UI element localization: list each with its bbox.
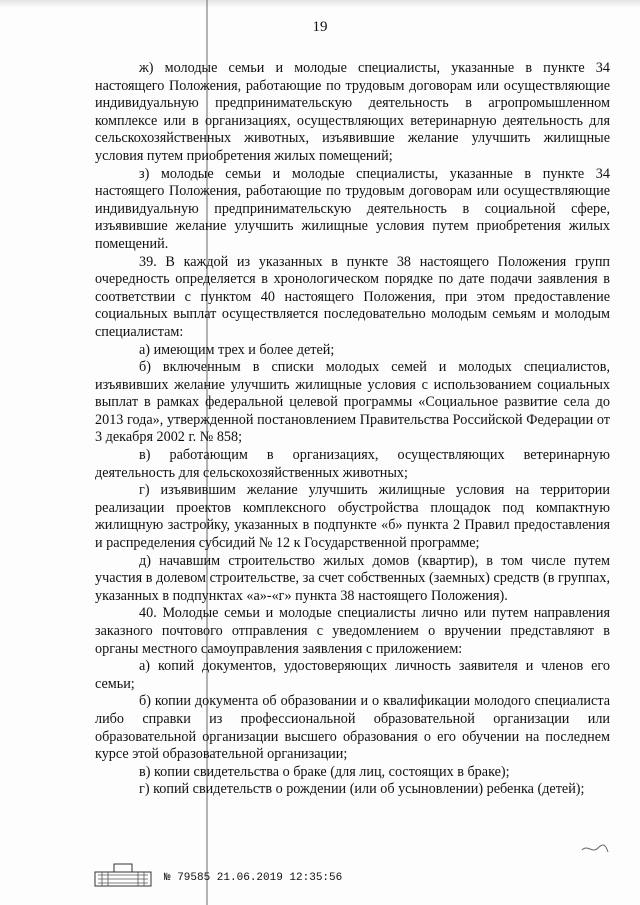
building-emblem-icon <box>94 862 152 888</box>
paragraph-40-g: г) копий свидетельств о рождении (или об усыновлении) ребенка (детей); <box>139 781 585 798</box>
registration-stamp: № 79585 21.06.2019 12:35:56 <box>164 872 343 884</box>
paragraph-zh: ж) молодые семьи и молодые специалисты, указанные в пункте 34 настоящего Положения, работающие по трудовым договорам или осуществляющие индивидуальную предпринимательскую деятельность в агропромышленном комплексе или в организациях, осуществляющих ветеринарную деятельность для сельскохозяйственных животных, изъявившие желание улучшить жилищные условия путем приобретения жилых помещений; <box>95 60 610 164</box>
page-number: 19 <box>312 19 328 35</box>
paragraph-39-g: г) изъявившим желание улучшить жилищные условия на территории реализации проектов комплексного обустройства площадок под компактную жилищную застройку, указанных в подпункте «б» пункта 2 Правил предоставления и распределения субсидий № 12 к Государственной программе; <box>95 482 610 552</box>
paragraph-40-v: в) копии свидетельства о браке (для лиц, состоящих в браке); <box>139 763 510 780</box>
paragraph-40-a: а) копий документов, удостоверяющих личность заявителя и членов его семьи; <box>95 658 610 692</box>
paragraph-40-b: б) копии документа об образовании и о квалификации молодого специалиста либо справки из профессиональной образовательной организации или образовательной организации высшего образования о его обучении на последнем курсе этой образовательной организации; <box>95 693 610 763</box>
handwritten-mark-icon <box>580 840 610 858</box>
paragraph-z: з) молодые семьи и молодые специалисты, указанные в пункте 34 настоящего Положения, работающие по трудовым договорам или осуществляющие индивидуальную предпринимательскую деятельность в социальной сфере, изъявившие желание улучшить жилищные условия путем приобретения жилых помещений. <box>95 165 610 252</box>
document-body <box>95 60 610 799</box>
paragraph-39-a: а) имеющим трех и более детей; <box>139 341 335 358</box>
paragraph-40: 40. Молодые семьи и молодые специалисты лично или путем направления заказного почтового отправления с уведомлением о вручении представляют в органы местного самоуправления заявления с приложением: <box>95 605 610 657</box>
paragraph-39-v: в) работающим в организациях, осуществляющих ветеринарную деятельность для сельскохозяйственных животных; <box>95 447 610 481</box>
scan-edge <box>0 0 640 8</box>
paragraph-39: 39. В каждой из указанных в пункте 38 настоящего Положения групп очередность определяется в хронологическом порядке по дате подачи заявления в соответствии с пунктом 40 настоящего Положения, при этом предоставление социальных выплат осуществляется последовательно молодым семьям и молодым специалистам: <box>95 253 610 340</box>
paragraph-39-b: б) включенным в списки молодых семей и молодых специалистов, изъявивших желание улучшить жилищные условия с использованием социальных выплат в рамках федеральной целевой программы «Социальное развитие села до 2013 года», утвержденной постановлением Правительства Российской Федерации от 3 декабря 2002 г. № 858; <box>95 359 610 446</box>
footer <box>94 862 343 892</box>
paragraph-39-d: д) начавшим строительство жилых домов (квартир), в том числе путем участия в долевом строительстве, за счет собственных (заемных) средств (в группах, указанных в подпунктах «а»-«г» пункта 38 настоящего Положения). <box>95 552 610 604</box>
